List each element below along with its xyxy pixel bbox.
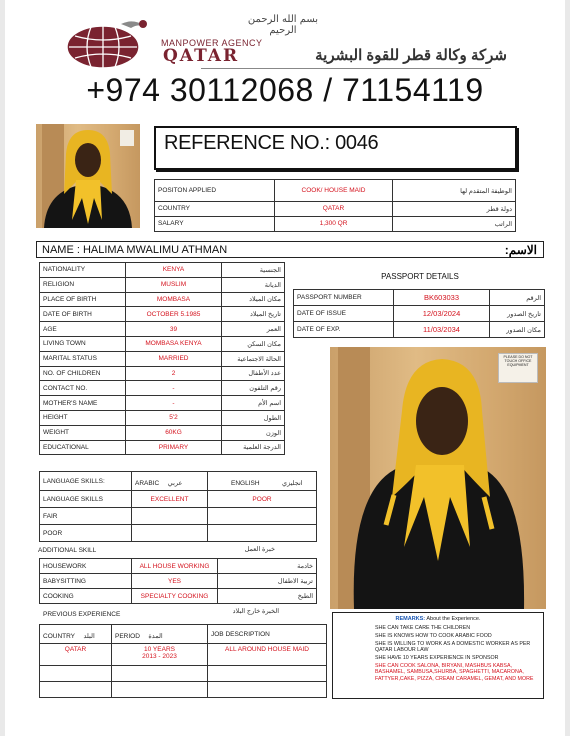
country-header-ar: البلد xyxy=(83,633,95,640)
experience-table xyxy=(39,624,327,698)
period-header-ar: المدة xyxy=(148,633,163,640)
country-header-label: COUNTRY xyxy=(43,633,76,640)
personal-label: EDUCATIONAL xyxy=(40,440,126,455)
personal-label-ar: مكان السكن xyxy=(222,336,285,351)
personal-label-ar: تاريخ الميلاد xyxy=(222,307,285,322)
additional-skill-label-ar: خادمة xyxy=(218,559,317,574)
personal-value: - xyxy=(126,381,222,396)
remark-item: SHE HAVE 10 YEARS EXPERIENCE IN SPONSOR xyxy=(375,655,499,662)
job-label-ar: الراتب xyxy=(393,216,516,231)
personal-row xyxy=(40,396,285,411)
previous-experience-title: PREVIOUS EXPERIENCE xyxy=(43,611,121,618)
passport-label: DATE OF EXP. xyxy=(294,322,394,338)
passport-label-ar: الرقم xyxy=(490,290,545,306)
personal-row xyxy=(40,410,285,425)
personal-label-ar: رقم التلفون xyxy=(222,381,285,396)
personal-row xyxy=(40,292,285,307)
personal-label-ar: الجنسية xyxy=(222,263,285,278)
passport-label: DATE OF ISSUE xyxy=(294,306,394,322)
personal-row xyxy=(40,381,285,396)
experience-country: QATAR xyxy=(40,644,112,666)
experience-row xyxy=(40,644,327,666)
personal-label: CONTACT NO. xyxy=(40,381,126,396)
arabic-level xyxy=(132,525,208,542)
bismillah-calligraphy: بسم الله الرحمن الرحيم xyxy=(247,14,319,36)
job-value: COOK/ HOUSE MAID xyxy=(275,180,393,202)
english-level xyxy=(208,508,317,525)
personal-value: MOMBASA xyxy=(126,292,222,307)
period-header xyxy=(112,625,208,644)
job-label: SALARY xyxy=(155,216,275,231)
job-label: COUNTRY xyxy=(155,202,275,217)
passport-row xyxy=(294,306,545,322)
personal-value: OCTOBER 5.1985 xyxy=(126,307,222,322)
experience-period xyxy=(112,644,208,666)
english-header xyxy=(208,472,317,491)
personal-label: AGE xyxy=(40,322,126,337)
personal-row xyxy=(40,351,285,366)
additional-skill-label-ar: تربية الاطفال xyxy=(218,574,317,589)
language-header-row xyxy=(40,472,317,491)
remarks-list xyxy=(339,625,537,682)
language-table xyxy=(39,471,317,542)
arabic-level xyxy=(132,508,208,525)
experience-empty-row xyxy=(40,682,327,698)
arabic-header-label: ARABIC xyxy=(135,480,160,487)
personal-label: HEIGHT xyxy=(40,410,126,425)
agency-name-top: MANPOWER AGENCY xyxy=(161,38,263,48)
english-level xyxy=(208,525,317,542)
language-row-label: FAIR xyxy=(40,508,132,525)
additional-skill-table xyxy=(39,558,317,604)
additional-skill-label: COOKING xyxy=(40,589,132,604)
passport-value: 12/03/2024 xyxy=(394,306,490,322)
english-header-label: ENGLISH xyxy=(231,480,260,487)
job-description-header: JOB DESCRIPTION xyxy=(208,625,327,644)
additional-skill-row xyxy=(40,559,317,574)
reference-box xyxy=(154,126,517,170)
job-row-country xyxy=(155,202,516,217)
personal-value: MUSLIM xyxy=(126,277,222,292)
personal-label-ar: العمر xyxy=(222,322,285,337)
job-row-position xyxy=(155,180,516,202)
experience-empty-row xyxy=(40,666,327,682)
remarks-title: REMARKS: xyxy=(395,616,426,622)
personal-label: LIVING TOWN xyxy=(40,336,126,351)
personal-label-ar: الطول xyxy=(222,410,285,425)
candidate-name-ar: الاسم: xyxy=(504,243,537,257)
job-value: 1,300 QR xyxy=(275,216,393,231)
remark-item: SHE IS KNOWS HOW TO COOK ARABIC FOOD xyxy=(375,633,492,640)
additional-skill-label: HOUSEWORK xyxy=(40,559,132,574)
job-row-salary xyxy=(155,216,516,231)
passport-row xyxy=(294,322,545,338)
personal-label: RELIGION xyxy=(40,277,126,292)
country-header xyxy=(40,625,112,644)
previous-experience-title-ar: الخبرة خارج البلاد xyxy=(232,608,279,615)
passport-label-ar: تاريخ الصدور xyxy=(490,306,545,322)
personal-label: MARITAL STATUS xyxy=(40,351,126,366)
remark-item: SHE CAN TAKE CARE THE CHILDREN xyxy=(375,625,471,631)
additional-skill-row xyxy=(40,574,317,589)
personal-label: WEIGHT xyxy=(40,425,126,440)
agency-logo xyxy=(61,16,153,76)
personal-row xyxy=(40,366,285,381)
personal-value: 5'2 xyxy=(126,410,222,425)
globe-logo-icon xyxy=(61,16,153,76)
personal-label: NO. OF CHILDREN xyxy=(40,366,126,381)
candidate-photo-large xyxy=(330,347,546,609)
personal-value: 2 xyxy=(126,366,222,381)
personal-row xyxy=(40,263,285,278)
language-row xyxy=(40,491,317,508)
personal-row xyxy=(40,336,285,351)
reference-number: REFERENCE NO.: 0046 xyxy=(164,132,379,154)
passport-value: BK603033 xyxy=(394,290,490,306)
language-skills-label: LANGUAGE SKILLS: xyxy=(40,472,132,491)
personal-label-ar: الدرجة العلمية xyxy=(222,440,285,455)
personal-value: MARRIED xyxy=(126,351,222,366)
agency-name-main: QATAR xyxy=(163,46,240,66)
personal-label-ar: اسم الأم xyxy=(222,396,285,411)
personal-label-ar: الديانة xyxy=(222,277,285,292)
personal-label-ar: الحالة الاجتماعية xyxy=(222,351,285,366)
personal-label-ar: مكان الميلاد xyxy=(222,292,285,307)
wall-sign-text: PLEASE DO NOT TOUCH OFFICE EQUIPMENT xyxy=(503,355,533,368)
language-row xyxy=(40,525,317,542)
personal-value: - xyxy=(126,396,222,411)
experience-job: ALL AROUND HOUSE MAID xyxy=(208,644,327,666)
arabic-header xyxy=(132,472,208,491)
personal-label: PLACE OF BIRTH xyxy=(40,292,126,307)
passport-label-ar: مكان الصدور xyxy=(490,322,545,338)
passport-label: PASSPORT NUMBER xyxy=(294,290,394,306)
candidate-name: NAME : HALIMA MWALIMU ATHMAN xyxy=(42,244,228,256)
additional-skill-value: YES xyxy=(132,574,218,589)
personal-value: KENYA xyxy=(126,263,222,278)
agency-name-arabic: شركة وكالة قطر للقوة البشرية xyxy=(315,47,507,64)
additional-skill-label-ar: الطبخ xyxy=(218,589,317,604)
experience-header-row xyxy=(40,625,327,644)
additional-skill-label: BABYSITTING xyxy=(40,574,132,589)
additional-skill-value: SPECIALTY COOKING xyxy=(132,589,218,604)
personal-label: NATIONALITY xyxy=(40,263,126,278)
english-level: POOR xyxy=(208,491,317,508)
header-divider xyxy=(201,68,491,69)
remarks-box xyxy=(332,612,544,699)
job-value: QATAR xyxy=(275,202,393,217)
personal-row xyxy=(40,307,285,322)
personal-value: MOMBASA KENYA xyxy=(126,336,222,351)
job-table xyxy=(154,179,516,232)
passport-table xyxy=(293,289,545,338)
additional-skill-title-ar: خبرة العمل xyxy=(244,546,275,553)
job-label-ar: الوظيفة المتقدم لها xyxy=(393,180,516,202)
passport-value: 11/03/2034 xyxy=(394,322,490,338)
personal-label-ar: الوزن xyxy=(222,425,285,440)
personal-value: 39 xyxy=(126,322,222,337)
personal-row xyxy=(40,425,285,440)
personal-label-ar: عدد الأطفال xyxy=(222,366,285,381)
cv-page xyxy=(5,0,565,736)
english-header-ar: انجليزي xyxy=(282,480,303,487)
additional-skill-value: ALL HOUSE WORKING xyxy=(132,559,218,574)
remark-item: SHE CAN COOK SALONA, BIRYANI, MASHBUS KABSA, BASHAMEL, SAMBUSA,SHURBA, SPAGHETTI, MACARONA, FATTYER,CAKE, PIZZA, CREAM CARAMEL, GEMAT, AND MORE xyxy=(375,663,534,682)
passport-row xyxy=(294,290,545,306)
language-row-label: POOR xyxy=(40,525,132,542)
experience-period-dates: 2013 - 2023 xyxy=(142,653,177,660)
name-bar xyxy=(36,241,544,258)
additional-skill-row xyxy=(40,589,317,604)
personal-label: DATE OF BIRTH xyxy=(40,307,126,322)
job-label: POSITON APPLIED xyxy=(155,180,275,202)
passport-title: PASSPORT DETAILS xyxy=(381,272,459,281)
job-label-ar: دولة قطر xyxy=(393,202,516,217)
period-header-label: PERIOD xyxy=(115,633,140,640)
personal-row xyxy=(40,277,285,292)
personal-table xyxy=(39,262,285,455)
remarks-note: About the Experience. xyxy=(426,616,481,622)
language-row xyxy=(40,508,317,525)
arabic-header-ar: عربي xyxy=(167,480,183,487)
personal-value: PRIMARY xyxy=(126,440,222,455)
arabic-level: EXCELLENT xyxy=(132,491,208,508)
personal-value: 60KG xyxy=(126,425,222,440)
personal-label: MOTHER'S NAME xyxy=(40,396,126,411)
personal-row xyxy=(40,322,285,337)
additional-skill-title: ADDITIONAL SKILL xyxy=(38,547,97,554)
experience-period-years: 10 YEARS xyxy=(144,646,175,653)
phone-number: +974 30112068 / 71154119 xyxy=(86,72,484,108)
remarks-header xyxy=(339,616,537,622)
language-row-label: LANGUAGE SKILLS xyxy=(40,491,132,508)
remark-item: SHE IS WILLING TO WORK AS A DOMESTIC WORKER AS PER QATAR LABOUR LAW xyxy=(375,641,531,654)
personal-row xyxy=(40,440,285,455)
candidate-photo-small xyxy=(36,124,140,228)
